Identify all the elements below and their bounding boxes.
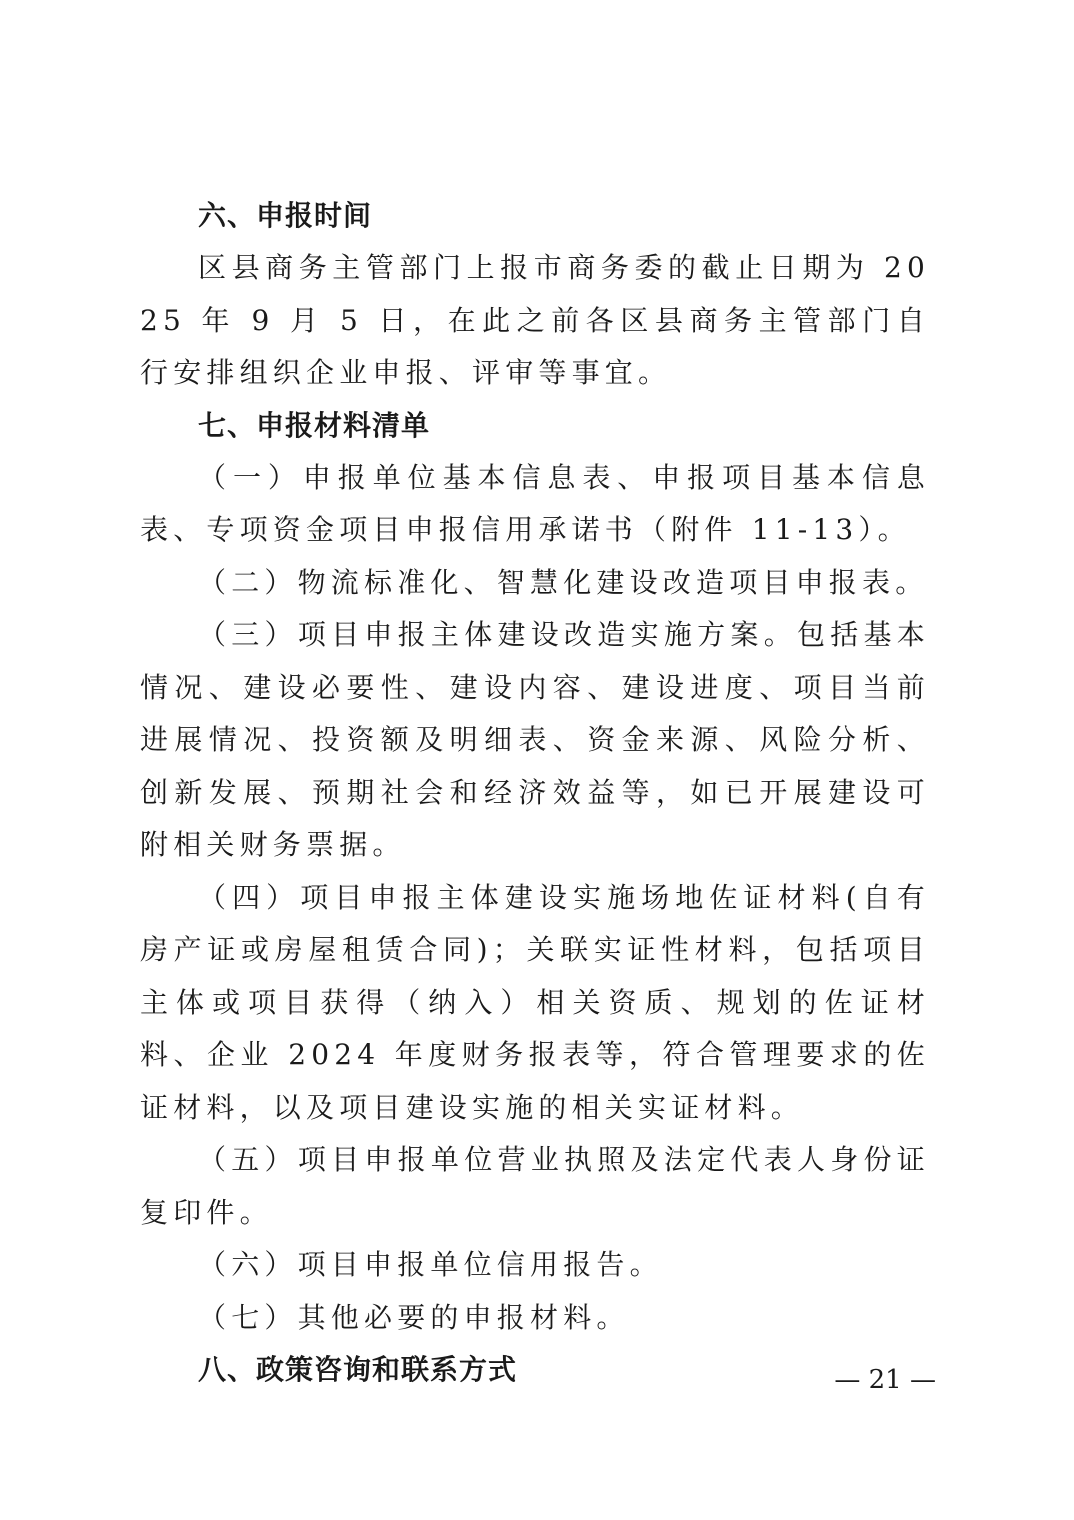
paragraph-item-6: （六）项目申报单位信用报告。 bbox=[198, 1248, 663, 1281]
page-number: — 21 — bbox=[834, 1365, 936, 1395]
paragraph-item-5: （五）项目申报单位营业执照及法定代表人身份证复印件。 bbox=[140, 1143, 930, 1229]
section-heading-application-time: 六、申报时间 bbox=[198, 199, 373, 232]
section-heading-policy-contact: 八、政策咨询和联系方式 bbox=[198, 1353, 518, 1386]
paragraph-item-3: （三）项目申报主体建设改造实施方案。包括基本情况、建设必要性、建设内容、建设进度、项目当前进展情况、投资额及明细表、资金来源、风险分析、创新发展、预期社会和经济效益等，如已开展建设可附相关财务票据。 bbox=[140, 618, 930, 861]
paragraph-item-1: （一）申报单位基本信息表、申报项目基本信息表、专项资金项目申报信用承诺书（附件 11-13）。 bbox=[140, 460, 930, 546]
paragraph-item-4: （四）项目申报主体建设实施场地佐证材料(自有房产证或房屋租赁合同)；关联实证性材料，包括项目主体或项目获得（纳入）相关资质、规划的佐证材料、企业 2024 年度财务报表等，符合管理要求的佐证材料，以及项目建设实施的相关实证材料。 bbox=[140, 880, 930, 1124]
document-body bbox=[140, 190, 930, 1396]
section-heading-materials-list: 七、申报材料清单 bbox=[198, 408, 431, 442]
paragraph-item-7: （七）其他必要的申报材料。 bbox=[198, 1300, 630, 1334]
paragraph-deadline: 区县商务主管部门上报市商务委的截止日期为 2025 年 9 月 5 日，在此之前各区县商务主管部门自行安排组织企业申报、评审等事宜。 bbox=[140, 251, 930, 389]
paragraph-item-2: （二）物流标准化、智慧化建设改造项目申报表。 bbox=[198, 565, 929, 599]
